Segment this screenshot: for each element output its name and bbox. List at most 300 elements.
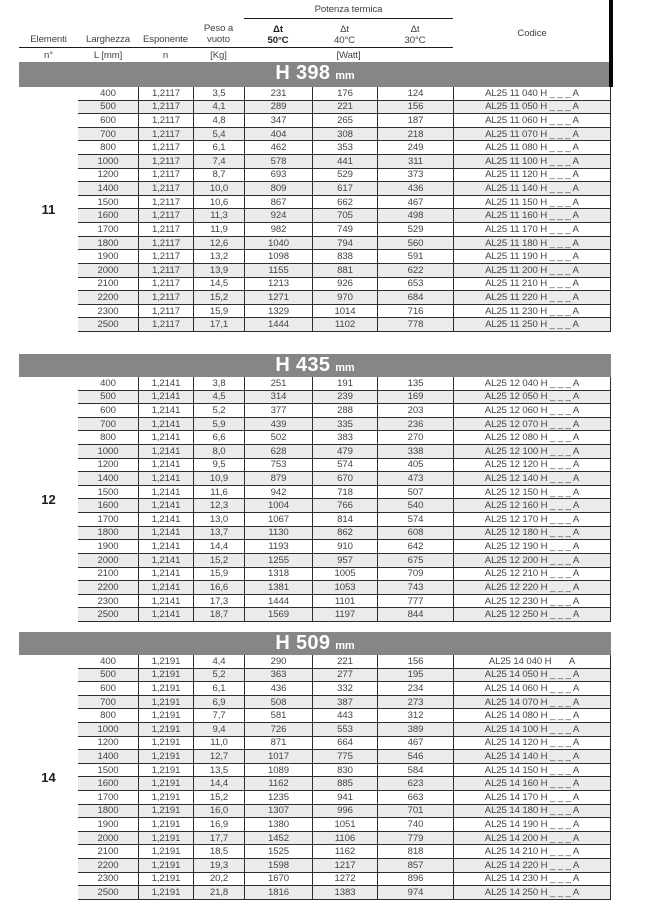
cell-esponente: 1,2141 xyxy=(138,499,193,513)
cell-esponente: 1,2191 xyxy=(138,818,193,832)
section-rows-wrap xyxy=(19,377,611,622)
unit-peso: [Kg] xyxy=(210,49,227,61)
cell-watt-50: 1089 xyxy=(244,764,312,778)
cell-larghezza: 2000 xyxy=(78,264,138,278)
cell-peso: 4,1 xyxy=(193,101,244,115)
cell-watt-30: 857 xyxy=(377,859,453,873)
cell-larghezza: 2200 xyxy=(78,581,138,595)
cell-larghezza: 1900 xyxy=(78,540,138,554)
table-row xyxy=(19,391,611,405)
cell-watt-40: 191 xyxy=(312,377,377,391)
cell-watt-30: 234 xyxy=(377,682,453,696)
cell-watt-50: 942 xyxy=(244,486,312,500)
cell-codice: AL25 12 180 H _ _ _ A xyxy=(453,527,611,541)
cell-watt-40: 775 xyxy=(312,750,377,764)
cell-watt-40: 387 xyxy=(312,696,377,710)
cell-esponente: 1,2117 xyxy=(138,318,193,332)
col-title-codice: Codice xyxy=(517,28,547,39)
section-rows-wrap xyxy=(19,87,611,332)
cell-codice: AL25 14 210 H _ _ _ A xyxy=(453,845,611,859)
table-row xyxy=(19,459,611,473)
cell-larghezza: 700 xyxy=(78,128,138,142)
cell-watt-30: 778 xyxy=(377,318,453,332)
cell-peso: 14,4 xyxy=(193,777,244,791)
cell-larghezza: 2300 xyxy=(78,595,138,609)
cell-codice: AL25 11 140 H _ _ _ A xyxy=(453,182,611,196)
cell-peso: 16,0 xyxy=(193,805,244,819)
cell-codice: AL25 11 170 H _ _ _ A xyxy=(453,223,611,237)
cell-watt-50: 377 xyxy=(244,404,312,418)
table-row xyxy=(19,608,611,622)
table-row xyxy=(19,696,611,710)
cell-codice: AL25 12 200 H _ _ _ A xyxy=(453,554,611,568)
cell-larghezza: 1700 xyxy=(78,223,138,237)
cell-peso: 10,6 xyxy=(193,196,244,210)
cell-peso: 14,4 xyxy=(193,540,244,554)
cell-larghezza: 2200 xyxy=(78,859,138,873)
cell-peso: 17,1 xyxy=(193,318,244,332)
cell-watt-30: 622 xyxy=(377,264,453,278)
cell-esponente: 1,2141 xyxy=(138,527,193,541)
cell-codice: AL25 12 190 H _ _ _ A xyxy=(453,540,611,554)
cell-peso: 13,0 xyxy=(193,513,244,527)
cell-codice: AL25 11 200 H _ _ _ A xyxy=(453,264,611,278)
cell-watt-50: 1444 xyxy=(244,318,312,332)
table-row xyxy=(19,418,611,432)
cell-esponente: 1,2141 xyxy=(138,554,193,568)
table-row xyxy=(19,445,611,459)
potenza-termica-group-label: Potenza termica xyxy=(314,4,383,15)
cell-peso: 8,0 xyxy=(193,445,244,459)
cell-larghezza: 500 xyxy=(78,101,138,115)
cell-larghezza: 400 xyxy=(78,655,138,669)
cell-peso: 15,2 xyxy=(193,791,244,805)
cell-watt-30: 236 xyxy=(377,418,453,432)
cell-peso: 15,2 xyxy=(193,554,244,568)
table-row xyxy=(19,196,611,210)
cell-watt-50: 809 xyxy=(244,182,312,196)
cell-watt-30: 701 xyxy=(377,805,453,819)
cell-peso: 4,8 xyxy=(193,114,244,128)
col-title-dt40 xyxy=(312,25,377,47)
cell-esponente: 1,2141 xyxy=(138,445,193,459)
cell-codice: AL25 11 160 H _ _ _ A xyxy=(453,209,611,223)
cell-esponente: 1,2191 xyxy=(138,805,193,819)
cell-esponente: 1,2191 xyxy=(138,873,193,887)
cell-esponente: 1,2191 xyxy=(138,723,193,737)
table-row xyxy=(19,472,611,486)
cell-larghezza: 1600 xyxy=(78,777,138,791)
cell-watt-40: 335 xyxy=(312,418,377,432)
cell-peso: 16,6 xyxy=(193,581,244,595)
cell-codice: AL25 11 250 H _ _ _ A xyxy=(453,318,611,332)
elements-count: 12 xyxy=(41,491,56,507)
cell-esponente: 1,2141 xyxy=(138,377,193,391)
cell-esponente: 1,2117 xyxy=(138,128,193,142)
cell-watt-30: 373 xyxy=(377,169,453,183)
cell-watt-30: 675 xyxy=(377,554,453,568)
unit-esponente: n xyxy=(162,49,169,61)
table-row xyxy=(19,169,611,183)
cell-esponente: 1,2117 xyxy=(138,223,193,237)
cell-codice: AL25 11 100 H _ _ _ A xyxy=(453,155,611,169)
cell-watt-50: 508 xyxy=(244,696,312,710)
cell-larghezza: 800 xyxy=(78,141,138,155)
table-row xyxy=(19,886,611,900)
section-h509 xyxy=(19,632,611,900)
section-title-band xyxy=(19,354,611,377)
cell-codice: AL25 11 120 H _ _ _ A xyxy=(453,169,611,183)
unit-larghezza: L [mm] xyxy=(93,49,123,61)
cell-watt-50: 439 xyxy=(244,418,312,432)
cell-larghezza: 400 xyxy=(78,377,138,391)
cell-peso: 6,1 xyxy=(193,682,244,696)
cell-watt-50: 404 xyxy=(244,128,312,142)
table-row xyxy=(19,377,611,391)
cell-codice: AL25 12 210 H _ _ _ A xyxy=(453,568,611,582)
cell-esponente: 1,2117 xyxy=(138,305,193,319)
cell-watt-30: 777 xyxy=(377,595,453,609)
section-height-title: H 509 xyxy=(275,631,331,654)
cell-watt-50: 578 xyxy=(244,155,312,169)
cell-watt-30: 653 xyxy=(377,278,453,292)
cell-codice: AL25 14 190 H _ _ _ A xyxy=(453,818,611,832)
section-height-unit: mm xyxy=(335,361,355,374)
t40-label: 40°C xyxy=(333,34,356,46)
cell-larghezza: 1000 xyxy=(78,155,138,169)
cell-esponente: 1,2141 xyxy=(138,581,193,595)
cell-watt-30: 546 xyxy=(377,750,453,764)
cell-larghezza: 600 xyxy=(78,114,138,128)
cell-larghezza: 1500 xyxy=(78,486,138,500)
cell-codice: AL25 12 230 H _ _ _ A xyxy=(453,595,611,609)
table-row xyxy=(19,486,611,500)
cell-larghezza: 2100 xyxy=(78,568,138,582)
cell-larghezza: 1000 xyxy=(78,723,138,737)
section-height-title: H 435 xyxy=(275,353,331,376)
cell-esponente: 1,2141 xyxy=(138,540,193,554)
cell-larghezza: 1600 xyxy=(78,209,138,223)
cell-codice: AL25 12 150 H _ _ _ A xyxy=(453,486,611,500)
col-title-larghezza: Larghezza xyxy=(86,34,130,45)
cell-larghezza: 1900 xyxy=(78,250,138,264)
cell-codice: AL25 14 060 H _ _ _ A xyxy=(453,682,611,696)
cell-peso: 6,9 xyxy=(193,696,244,710)
cell-peso: 5,9 xyxy=(193,418,244,432)
cell-codice: AL25 14 180 H _ _ _ A xyxy=(453,805,611,819)
cell-peso: 5,4 xyxy=(193,128,244,142)
cell-watt-40: 1272 xyxy=(312,873,377,887)
column-titles-row xyxy=(19,0,611,47)
cell-codice: AL25 11 190 H _ _ _ A xyxy=(453,250,611,264)
cell-peso: 5,2 xyxy=(193,404,244,418)
cell-watt-30: 743 xyxy=(377,581,453,595)
cell-larghezza: 2500 xyxy=(78,608,138,622)
cell-watt-30: 740 xyxy=(377,818,453,832)
cell-peso: 5,2 xyxy=(193,669,244,683)
cell-peso: 12,6 xyxy=(193,237,244,251)
cell-watt-30: 156 xyxy=(377,655,453,669)
cell-watt-30: 436 xyxy=(377,182,453,196)
cell-esponente: 1,2191 xyxy=(138,845,193,859)
cell-watt-40: 1162 xyxy=(312,845,377,859)
cell-watt-40: 862 xyxy=(312,527,377,541)
cell-esponente: 1,2141 xyxy=(138,486,193,500)
cell-watt-50: 502 xyxy=(244,431,312,445)
cell-watt-40: 221 xyxy=(312,655,377,669)
cell-codice: AL25 12 100 H _ _ _ A xyxy=(453,445,611,459)
cell-watt-40: 766 xyxy=(312,499,377,513)
table-row xyxy=(19,250,611,264)
cell-peso: 17,3 xyxy=(193,595,244,609)
cell-watt-40: 617 xyxy=(312,182,377,196)
cell-larghezza: 500 xyxy=(78,391,138,405)
cell-esponente: 1,2141 xyxy=(138,568,193,582)
cell-watt-40: 221 xyxy=(312,101,377,115)
cell-larghezza: 2300 xyxy=(78,873,138,887)
cell-peso: 6,6 xyxy=(193,431,244,445)
cell-esponente: 1,2117 xyxy=(138,196,193,210)
cell-watt-40: 1102 xyxy=(312,318,377,332)
cell-watt-30: 623 xyxy=(377,777,453,791)
cell-watt-40: 176 xyxy=(312,87,377,101)
cell-codice: AL25 12 160 H _ _ _ A xyxy=(453,499,611,513)
cell-watt-50: 1155 xyxy=(244,264,312,278)
cell-watt-50: 1444 xyxy=(244,595,312,609)
cell-watt-30: 312 xyxy=(377,709,453,723)
cell-larghezza: 800 xyxy=(78,431,138,445)
cell-esponente: 1,2117 xyxy=(138,291,193,305)
cell-watt-50: 347 xyxy=(244,114,312,128)
cell-peso: 11,3 xyxy=(193,209,244,223)
elements-count: 14 xyxy=(41,769,56,785)
cell-watt-40: 662 xyxy=(312,196,377,210)
delta-t-label: Δt xyxy=(410,24,420,35)
cell-watt-40: 553 xyxy=(312,723,377,737)
cell-peso: 3,5 xyxy=(193,87,244,101)
cell-esponente: 1,2191 xyxy=(138,669,193,683)
cell-esponente: 1,2117 xyxy=(138,141,193,155)
cell-watt-30: 591 xyxy=(377,250,453,264)
cell-watt-40: 749 xyxy=(312,223,377,237)
cell-watt-40: 1217 xyxy=(312,859,377,873)
cell-esponente: 1,2191 xyxy=(138,777,193,791)
cell-esponente: 1,2117 xyxy=(138,209,193,223)
cell-esponente: 1,2117 xyxy=(138,169,193,183)
cell-watt-50: 1670 xyxy=(244,873,312,887)
cell-larghezza: 800 xyxy=(78,709,138,723)
cell-codice: AL25 11 050 H _ _ _ A xyxy=(453,101,611,115)
table-row xyxy=(19,669,611,683)
cell-larghezza: 2500 xyxy=(78,886,138,900)
cell-esponente: 1,2191 xyxy=(138,655,193,669)
table-row xyxy=(19,431,611,445)
cell-watt-30: 540 xyxy=(377,499,453,513)
cell-larghezza: 700 xyxy=(78,696,138,710)
cell-codice: AL25 12 050 H _ _ _ A xyxy=(453,391,611,405)
cell-watt-40: 529 xyxy=(312,169,377,183)
cell-peso: 11,0 xyxy=(193,737,244,751)
cell-peso: 15,9 xyxy=(193,568,244,582)
cell-esponente: 1,2191 xyxy=(138,709,193,723)
cell-esponente: 1,2141 xyxy=(138,513,193,527)
cell-watt-30: 498 xyxy=(377,209,453,223)
cell-watt-30: 467 xyxy=(377,196,453,210)
cell-peso: 19,3 xyxy=(193,859,244,873)
cell-peso: 21,8 xyxy=(193,886,244,900)
cell-watt-40: 664 xyxy=(312,737,377,751)
table-row xyxy=(19,223,611,237)
section-height-unit: mm xyxy=(335,639,355,652)
cell-peso: 10,9 xyxy=(193,472,244,486)
section-height-title: H 398 xyxy=(275,62,331,84)
cell-watt-30: 218 xyxy=(377,128,453,142)
cell-watt-50: 1381 xyxy=(244,581,312,595)
table-row xyxy=(19,87,611,101)
cell-watt-40: 1051 xyxy=(312,818,377,832)
section-title-band xyxy=(19,632,611,655)
cell-esponente: 1,2191 xyxy=(138,750,193,764)
cell-watt-40: 705 xyxy=(312,209,377,223)
cell-watt-50: 251 xyxy=(244,377,312,391)
table-row xyxy=(19,709,611,723)
table-row xyxy=(19,832,611,846)
table-row xyxy=(19,404,611,418)
cell-watt-40: 288 xyxy=(312,404,377,418)
cell-codice: AL25 14 120 H _ _ _ A xyxy=(453,737,611,751)
cell-larghezza: 2000 xyxy=(78,832,138,846)
cell-watt-30: 716 xyxy=(377,305,453,319)
cell-esponente: 1,2141 xyxy=(138,459,193,473)
cell-larghezza: 600 xyxy=(78,682,138,696)
cell-peso: 13,5 xyxy=(193,764,244,778)
cell-esponente: 1,2191 xyxy=(138,682,193,696)
cell-watt-40: 574 xyxy=(312,459,377,473)
cell-codice: AL25 12 120 H _ _ _ A xyxy=(453,459,611,473)
t50-label: 50°C xyxy=(267,34,289,46)
cell-watt-40: 926 xyxy=(312,278,377,292)
cell-codice: AL25 11 070 H _ _ _ A xyxy=(453,128,611,142)
cell-esponente: 1,2191 xyxy=(138,791,193,805)
cell-codice: AL25 14 140 H _ _ _ A xyxy=(453,750,611,764)
section-h435 xyxy=(19,354,611,622)
cell-codice: AL25 12 080 H _ _ _ A xyxy=(453,431,611,445)
cell-codice: AL25 11 210 H _ _ _ A xyxy=(453,278,611,292)
cell-esponente: 1,2117 xyxy=(138,101,193,115)
table-row xyxy=(19,155,611,169)
cell-watt-40: 1005 xyxy=(312,568,377,582)
cell-codice: AL25 14 170 H _ _ _ A xyxy=(453,791,611,805)
cell-watt-50: 289 xyxy=(244,101,312,115)
cell-watt-50: 462 xyxy=(244,141,312,155)
cell-watt-40: 353 xyxy=(312,141,377,155)
cell-watt-30: 156 xyxy=(377,101,453,115)
cell-peso: 11,6 xyxy=(193,486,244,500)
cell-watt-50: 290 xyxy=(244,655,312,669)
cell-watt-50: 1307 xyxy=(244,805,312,819)
cell-codice: AL25 14 230 H _ _ _ A xyxy=(453,873,611,887)
table-row xyxy=(19,305,611,319)
cell-esponente: 1,2141 xyxy=(138,391,193,405)
data-rows xyxy=(19,377,611,622)
table-row xyxy=(19,554,611,568)
cell-watt-50: 1130 xyxy=(244,527,312,541)
data-rows xyxy=(19,655,611,900)
cell-watt-50: 363 xyxy=(244,669,312,683)
cell-esponente: 1,2191 xyxy=(138,737,193,751)
cell-esponente: 1,2191 xyxy=(138,764,193,778)
cell-peso: 20,2 xyxy=(193,873,244,887)
cell-watt-30: 311 xyxy=(377,155,453,169)
cell-watt-40: 443 xyxy=(312,709,377,723)
cell-larghezza: 1900 xyxy=(78,818,138,832)
cell-watt-50: 1380 xyxy=(244,818,312,832)
cell-larghezza: 1000 xyxy=(78,445,138,459)
table-row xyxy=(19,818,611,832)
cell-peso: 12,7 xyxy=(193,750,244,764)
cell-watt-30: 818 xyxy=(377,845,453,859)
cell-esponente: 1,2141 xyxy=(138,608,193,622)
cell-watt-40: 996 xyxy=(312,805,377,819)
cell-watt-40: 1014 xyxy=(312,305,377,319)
cell-codice: AL25 12 040 H _ _ _ A xyxy=(453,377,611,391)
cell-watt-40: 441 xyxy=(312,155,377,169)
cell-codice: AL25 14 100 H _ _ _ A xyxy=(453,723,611,737)
cell-codice: AL25 14 080 H _ _ _ A xyxy=(453,709,611,723)
cell-esponente: 1,2191 xyxy=(138,886,193,900)
section-title-band xyxy=(19,62,611,87)
cell-esponente: 1,2141 xyxy=(138,404,193,418)
section-h398 xyxy=(19,62,611,332)
cell-watt-30: 507 xyxy=(377,486,453,500)
cell-watt-50: 1098 xyxy=(244,250,312,264)
cell-watt-50: 753 xyxy=(244,459,312,473)
cell-watt-40: 885 xyxy=(312,777,377,791)
cell-codice: AL25 11 150 H _ _ _ A xyxy=(453,196,611,210)
table-row xyxy=(19,805,611,819)
cell-peso: 15,2 xyxy=(193,291,244,305)
col-title-dt50 xyxy=(244,25,312,47)
unit-watt: [Watt] xyxy=(336,49,361,61)
cell-watt-50: 581 xyxy=(244,709,312,723)
cell-codice: AL25 14 250 H _ _ _ A xyxy=(453,886,611,900)
table-row xyxy=(19,291,611,305)
cell-watt-30: 974 xyxy=(377,886,453,900)
cell-watt-50: 1040 xyxy=(244,237,312,251)
cell-watt-30: 584 xyxy=(377,764,453,778)
cell-codice: AL25 11 230 H _ _ _ A xyxy=(453,305,611,319)
cell-larghezza: 2500 xyxy=(78,318,138,332)
cell-watt-30: 467 xyxy=(377,737,453,751)
cell-watt-50: 628 xyxy=(244,445,312,459)
cell-watt-40: 670 xyxy=(312,472,377,486)
cell-codice: AL25 14 040 H A xyxy=(453,655,611,669)
cell-peso: 18,7 xyxy=(193,608,244,622)
cell-watt-50: 879 xyxy=(244,472,312,486)
cell-watt-50: 726 xyxy=(244,723,312,737)
cell-larghezza: 600 xyxy=(78,404,138,418)
cell-watt-50: 1017 xyxy=(244,750,312,764)
cell-esponente: 1,2141 xyxy=(138,595,193,609)
cell-watt-40: 1101 xyxy=(312,595,377,609)
cell-watt-40: 1383 xyxy=(312,886,377,900)
cell-esponente: 1,2117 xyxy=(138,114,193,128)
cell-esponente: 1,2117 xyxy=(138,182,193,196)
cell-peso: 3,8 xyxy=(193,377,244,391)
cell-watt-50: 1255 xyxy=(244,554,312,568)
col-title-elementi: Elementi xyxy=(30,34,67,45)
cell-watt-40: 239 xyxy=(312,391,377,405)
